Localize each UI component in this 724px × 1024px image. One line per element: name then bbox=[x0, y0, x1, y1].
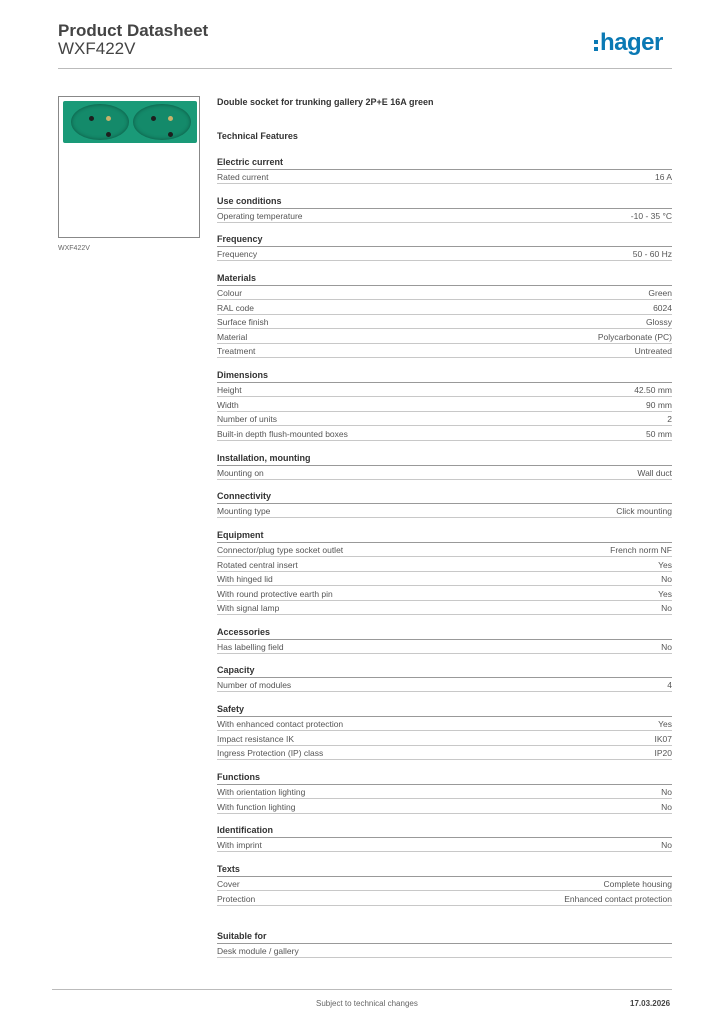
spec-label: Cover bbox=[217, 879, 240, 889]
spec-group-title: Electric current bbox=[217, 157, 672, 169]
spec-label: Height bbox=[217, 385, 242, 395]
spec-value: 2 bbox=[667, 414, 672, 425]
spec-value: No bbox=[661, 840, 672, 850]
spec-group-title: Texts bbox=[217, 864, 672, 876]
spec-label: With imprint bbox=[217, 840, 262, 850]
spec-value: 42.50 mm bbox=[634, 385, 672, 395]
spec-group-title: Dimensions bbox=[217, 370, 672, 382]
spec-label: Rotated central insert bbox=[217, 559, 298, 570]
spec-row bbox=[217, 247, 672, 261]
spec-value: Yes bbox=[658, 588, 672, 599]
spec-row bbox=[217, 301, 672, 315]
spec-row bbox=[217, 838, 672, 852]
spec-label: Connector/plug type socket outlet bbox=[217, 545, 344, 555]
spec-row bbox=[217, 732, 672, 746]
spec-label: RAL code bbox=[217, 302, 255, 313]
spec-row bbox=[217, 383, 672, 397]
product-code: WXF422V bbox=[58, 39, 136, 58]
spec-label: Impact resistance IK bbox=[217, 733, 295, 744]
spec-row bbox=[217, 800, 672, 814]
spec-value: No bbox=[661, 642, 672, 652]
product-description: Double socket for trunking gallery 2P+E 16A green bbox=[217, 97, 434, 107]
earth-pin-icon bbox=[106, 116, 111, 121]
product-image bbox=[58, 96, 200, 238]
spec-group-title: Suitable for bbox=[217, 931, 672, 943]
spec-group-title: Functions bbox=[217, 772, 672, 784]
spec-row bbox=[217, 587, 672, 601]
spec-group-title: Capacity bbox=[217, 665, 672, 677]
spec-row bbox=[217, 315, 672, 329]
spec-row bbox=[217, 344, 672, 358]
spec-group-title: Equipment bbox=[217, 530, 672, 542]
spec-value: French norm NF bbox=[610, 545, 672, 555]
spec-row bbox=[217, 892, 672, 906]
spec-label: With orientation lighting bbox=[217, 787, 306, 797]
socket-outlet-left bbox=[71, 104, 129, 140]
footer-divider bbox=[52, 989, 672, 990]
spec-label: Treatment bbox=[217, 346, 256, 357]
spec-group-title: Use conditions bbox=[217, 196, 672, 208]
spec-label: Built-in depth flush-mounted boxes bbox=[217, 428, 348, 439]
spec-label: Mounting on bbox=[217, 468, 264, 478]
spec-value: No bbox=[661, 787, 672, 797]
thumbnail-caption: WXF422V bbox=[58, 245, 90, 252]
spec-value: No bbox=[661, 801, 672, 812]
spec-label: With hinged lid bbox=[217, 574, 273, 585]
spec-value: Enhanced contact protection bbox=[564, 893, 672, 904]
logo-text: hager bbox=[600, 29, 663, 56]
spec-value: -10 - 35 °C bbox=[630, 211, 672, 221]
spec-row bbox=[217, 170, 672, 184]
spec-label: Surface finish bbox=[217, 317, 269, 328]
spec-group-title: Accessories bbox=[217, 627, 672, 639]
spec-value: 4 bbox=[667, 680, 672, 690]
footer-date: 17.03.2026 bbox=[630, 999, 671, 1008]
spec-group-title: Identification bbox=[217, 825, 672, 837]
pin-icon bbox=[168, 132, 173, 137]
spec-value: Glossy bbox=[646, 317, 672, 328]
spec-row bbox=[217, 412, 672, 426]
spec-label: Rated current bbox=[217, 172, 269, 182]
spec-group-title: Safety bbox=[217, 704, 672, 716]
spec-value: 90 mm bbox=[646, 399, 672, 410]
spec-label: Desk module / gallery bbox=[217, 946, 299, 956]
spec-row bbox=[217, 558, 672, 572]
spec-row bbox=[217, 572, 672, 586]
spec-value: Click mounting bbox=[616, 506, 672, 516]
spec-value: 6024 bbox=[653, 302, 672, 313]
spec-label: Frequency bbox=[217, 249, 258, 259]
spec-label: With signal lamp bbox=[217, 603, 280, 614]
spec-row bbox=[217, 717, 672, 731]
spec-row bbox=[217, 601, 672, 615]
spec-value: No bbox=[661, 574, 672, 585]
spec-label: Ingress Protection (IP) class bbox=[217, 748, 324, 759]
socket-plate bbox=[63, 101, 197, 143]
footer-note: Subject to technical changes bbox=[316, 999, 418, 1008]
spec-row bbox=[217, 504, 672, 518]
spec-label: With function lighting bbox=[217, 801, 296, 812]
spec-group-title: Materials bbox=[217, 273, 672, 285]
spec-label: Number of modules bbox=[217, 680, 292, 690]
spec-row bbox=[217, 330, 672, 344]
spec-value: IK07 bbox=[654, 733, 672, 744]
spec-row bbox=[217, 543, 672, 557]
spec-value: Complete housing bbox=[603, 879, 672, 889]
spec-label: Colour bbox=[217, 288, 243, 298]
pin-icon bbox=[89, 116, 94, 121]
spec-value: IP20 bbox=[654, 748, 672, 759]
spec-row bbox=[217, 286, 672, 300]
spec-label: Has labelling field bbox=[217, 642, 284, 652]
socket-outlet-right bbox=[133, 104, 191, 140]
header-divider bbox=[58, 68, 672, 69]
spec-value: Untreated bbox=[634, 346, 672, 357]
pin-icon bbox=[106, 132, 111, 137]
spec-label: Number of units bbox=[217, 414, 277, 425]
spec-row bbox=[217, 427, 672, 441]
page-title: Product Datasheet bbox=[58, 21, 209, 40]
spec-label: Width bbox=[217, 399, 239, 410]
spec-group-title: Connectivity bbox=[217, 491, 672, 503]
spec-group-title: Frequency bbox=[217, 234, 672, 246]
spec-group-title: Installation, mounting bbox=[217, 453, 672, 465]
spec-row bbox=[217, 877, 672, 891]
spec-value: Yes bbox=[658, 719, 672, 729]
spec-row bbox=[217, 746, 672, 760]
spec-value: No bbox=[661, 603, 672, 614]
spec-row bbox=[217, 640, 672, 654]
spec-row bbox=[217, 785, 672, 799]
spec-value: 50 - 60 Hz bbox=[632, 249, 672, 259]
spec-row bbox=[217, 678, 672, 692]
technical-features-title: Technical Features bbox=[217, 131, 298, 141]
spec-value: Wall duct bbox=[637, 468, 672, 478]
spec-label: With round protective earth pin bbox=[217, 588, 333, 599]
spec-row bbox=[217, 209, 672, 223]
spec-label: Material bbox=[217, 331, 248, 342]
spec-label: Operating temperature bbox=[217, 211, 303, 221]
spec-row bbox=[217, 398, 672, 412]
spec-value: Green bbox=[648, 288, 672, 298]
spec-value: Yes bbox=[658, 559, 672, 570]
spec-label: Mounting type bbox=[217, 506, 271, 516]
spec-value: 50 mm bbox=[646, 428, 672, 439]
pin-icon bbox=[151, 116, 156, 121]
logo-dots-icon bbox=[594, 40, 598, 51]
hager-logo bbox=[594, 28, 674, 58]
spec-label: With enhanced contact protection bbox=[217, 719, 344, 729]
spec-row bbox=[217, 944, 672, 958]
spec-row bbox=[217, 466, 672, 480]
spec-value: Polycarbonate (PC) bbox=[597, 331, 672, 342]
spec-value: 16 A bbox=[654, 172, 672, 182]
earth-pin-icon bbox=[168, 116, 173, 121]
spec-label: Protection bbox=[217, 893, 256, 904]
